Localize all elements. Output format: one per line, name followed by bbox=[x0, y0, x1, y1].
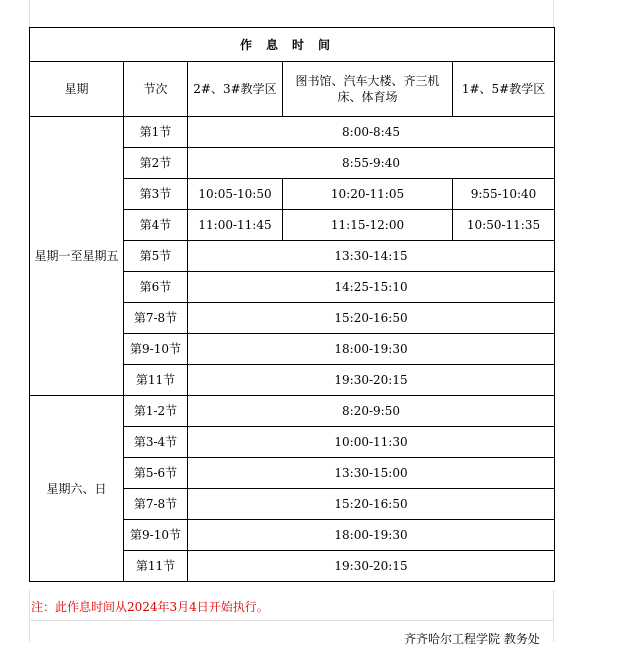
time-cell: 15:20-16:50 bbox=[188, 489, 555, 520]
table-title: 作息时间 bbox=[30, 28, 555, 62]
weekend-label: 星期六、日 bbox=[30, 396, 124, 582]
time-cell-area-2: 10:20-11:05 bbox=[283, 179, 453, 210]
time-cell: 19:30-20:15 bbox=[188, 365, 555, 396]
sheet-gridline bbox=[29, 620, 554, 621]
sheet-gridline bbox=[29, 590, 30, 642]
time-cell: 15:20-16:50 bbox=[188, 303, 555, 334]
weekday-label: 星期一至星期五 bbox=[30, 117, 124, 396]
period-cell: 第1节 bbox=[124, 117, 188, 148]
time-cell-area-2: 11:15-12:00 bbox=[283, 210, 453, 241]
time-cell: 10:00-11:30 bbox=[188, 427, 555, 458]
time-cell: 13:30-14:15 bbox=[188, 241, 555, 272]
header-area-3: 1#、5#教学区 bbox=[453, 62, 555, 117]
time-cell-area-3: 9:55-10:40 bbox=[453, 179, 555, 210]
period-cell: 第2节 bbox=[124, 148, 188, 179]
period-cell: 第3-4节 bbox=[124, 427, 188, 458]
period-cell: 第3节 bbox=[124, 179, 188, 210]
time-cell-area-3: 10:50-11:35 bbox=[453, 210, 555, 241]
sheet-gridline bbox=[553, 0, 554, 27]
table-row bbox=[30, 396, 555, 427]
sheet-gridline bbox=[29, 0, 30, 27]
period-cell: 第1-2节 bbox=[124, 396, 188, 427]
time-cell-area-1: 10:05-10:50 bbox=[188, 179, 283, 210]
period-cell: 第9-10节 bbox=[124, 334, 188, 365]
period-cell: 第7-8节 bbox=[124, 303, 188, 334]
header-area-2: 图书馆、汽车大楼、齐三机床、体育场 bbox=[283, 62, 453, 117]
period-cell: 第5节 bbox=[124, 241, 188, 272]
time-cell: 8:00-8:45 bbox=[188, 117, 555, 148]
table-row bbox=[30, 117, 555, 148]
header-period: 节次 bbox=[124, 62, 188, 117]
period-cell: 第6节 bbox=[124, 272, 188, 303]
header-area-1: 2#、3#教学区 bbox=[188, 62, 283, 117]
schedule-table bbox=[29, 27, 555, 582]
time-cell: 13:30-15:00 bbox=[188, 458, 555, 489]
time-cell: 8:55-9:40 bbox=[188, 148, 555, 179]
time-cell: 19:30-20:15 bbox=[188, 551, 555, 582]
time-cell: 14:25-15:10 bbox=[188, 272, 555, 303]
period-cell: 第9-10节 bbox=[124, 520, 188, 551]
period-cell: 第7-8节 bbox=[124, 489, 188, 520]
issuer-footer: 齐齐哈尔工程学院 教务处 bbox=[404, 632, 540, 646]
time-cell: 8:20-9:50 bbox=[188, 396, 555, 427]
period-cell: 第4节 bbox=[124, 210, 188, 241]
period-cell: 第11节 bbox=[124, 365, 188, 396]
sheet-gridline bbox=[553, 590, 554, 642]
header-row bbox=[30, 62, 555, 117]
time-cell: 18:00-19:30 bbox=[188, 334, 555, 365]
period-cell: 第11节 bbox=[124, 551, 188, 582]
time-cell-area-1: 11:00-11:45 bbox=[188, 210, 283, 241]
header-day: 星期 bbox=[30, 62, 124, 117]
time-cell: 18:00-19:30 bbox=[188, 520, 555, 551]
period-cell: 第5-6节 bbox=[124, 458, 188, 489]
effective-date-note: 注：此作息时间从2024年3月4日开始执行。 bbox=[31, 600, 269, 614]
